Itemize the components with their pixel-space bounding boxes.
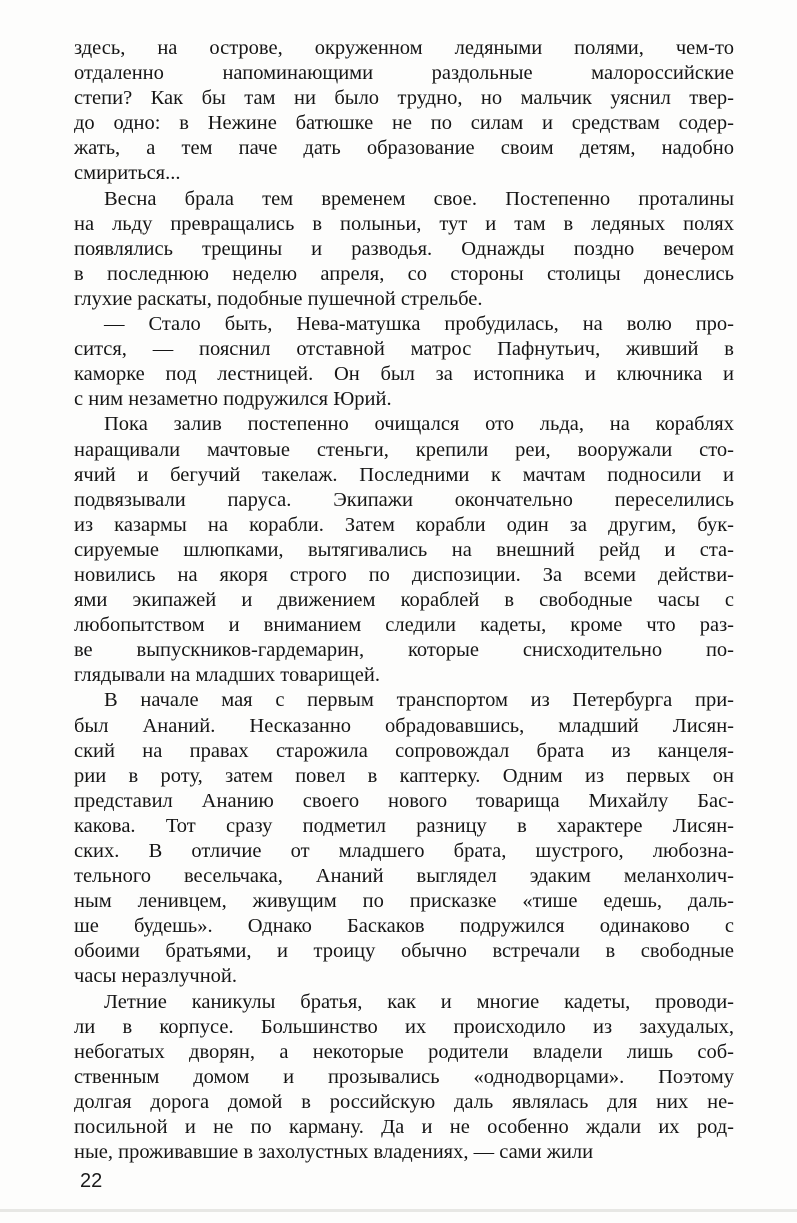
scan-edge-line: [0, 1209, 797, 1212]
text-line: сируемые шлюпками, вытягивались на внешний рейд и ста-: [74, 538, 734, 561]
text-line: до одно: в Нежине батюшке не по силам и средствам содер-: [74, 112, 734, 135]
text-line: наращивали мачтовые стеньги, крепили реи, вооружали сто-: [74, 438, 734, 461]
text-line: ше будешь». Однако Баскаков подружился одинаково с: [74, 915, 734, 938]
text-line: каморке под лестницей. Он был за истопника и ключника и: [74, 363, 734, 386]
text-line: с ним незаметно подружился Юрий.: [74, 388, 392, 411]
text-line: Летние каникулы братья, как и многие кадеты, проводи-: [104, 990, 734, 1013]
text-line: глядывали на младших товарищей.: [74, 664, 380, 687]
text-line: часы неразлучной.: [74, 965, 238, 988]
text-line: ным ленивцем, живущим по присказке «тише едешь, даль-: [74, 890, 734, 913]
text-line: ский на правах старожила сопровождал брата из канцеля-: [74, 739, 734, 762]
text-line: появлялись трещины и разводья. Однажды поздно вечером: [74, 237, 734, 260]
text-line: сится, — пояснил отставной матрос Пафнутьич, живший в: [74, 338, 734, 361]
text-line: глухие раскаты, подобные пушечной стрельбе.: [74, 287, 483, 310]
text-line: рии в роту, затем повел в каптерку. Одним из первых он: [74, 764, 734, 787]
text-line: ли в корпусе. Большинство их происходило из захудалых,: [74, 1015, 734, 1038]
text-line: был Ананий. Несказанно обрадовавшись, младший Лисян-: [74, 714, 734, 737]
text-line: ные, проживавшие в захолустных владениях, — сами жили: [74, 1141, 594, 1164]
text-line: ве выпускников-гардемарин, которые снисходительно по-: [74, 639, 734, 662]
text-line: на льду превращались в полыньи, тут и там в ледяных полях: [74, 212, 734, 235]
text-line: небогатых дворян, а некоторые родители владели лишь соб-: [74, 1040, 734, 1063]
text-line: ственным домом и прозывались «однодворцами». Поэтому: [74, 1065, 734, 1088]
text-line: посильной и не по карману. Да и не особенно ждали их род-: [74, 1116, 734, 1139]
text-line: В начале мая с первым транспортом из Петербурга при-: [104, 689, 734, 712]
text-line: отдаленно напоминающими раздольные малороссийские: [74, 62, 734, 85]
page-number: 22: [80, 1170, 103, 1192]
text-line: из казармы на корабли. Затем корабли один за другим, бук-: [74, 513, 734, 536]
page-text-block: [74, 36, 734, 1165]
text-line: Весна брала тем временем свое. Постепенно проталины: [104, 187, 734, 210]
text-line: долгая дорога домой в российскую даль являлась для них не-: [74, 1090, 734, 1113]
text-line: представил Ананию своего нового товарища Михайлу Бас-: [74, 789, 734, 812]
text-line: — Стало быть, Нева-матушка пробудилась, на волю про-: [104, 313, 734, 336]
text-line: ячий и бегучий такелаж. Последними к мачтам подносили и: [74, 463, 734, 486]
text-line: ями экипажей и движением кораблей в свободные часы с: [74, 589, 734, 612]
text-line: смириться...: [74, 162, 181, 185]
text-line: в последнюю неделю апреля, со стороны столицы донеслись: [74, 262, 734, 285]
text-line: подвязывали паруса. Экипажи окончательно переселились: [74, 488, 734, 511]
text-line: новились на якоря строго по диспозиции. За всеми действи-: [74, 563, 734, 586]
text-line: жать, а тем паче дать образование своим детям, надобно: [74, 137, 734, 160]
text-line: здесь, на острове, окруженном ледяными полями, чем-то: [74, 37, 734, 59]
text-line: Пока залив постепенно очищался ото льда, на кораблях: [104, 413, 734, 436]
text-line: тельного весельчака, Ананий выглядел эдаким меланхолич-: [74, 865, 734, 888]
text-line: ских. В отличие от младшего брата, шустрого, любозна-: [74, 840, 734, 862]
text-line: любопытством и вниманием следили кадеты, кроме что раз-: [74, 614, 734, 637]
text-line: какова. Тот сразу подметил разницу в характере Лисян-: [74, 814, 734, 837]
text-line: обоими братьями, и троицу обычно встречали в свободные: [74, 940, 734, 963]
text-line: степи? Как бы там ни было трудно, но мальчик уяснил твер-: [74, 87, 734, 110]
